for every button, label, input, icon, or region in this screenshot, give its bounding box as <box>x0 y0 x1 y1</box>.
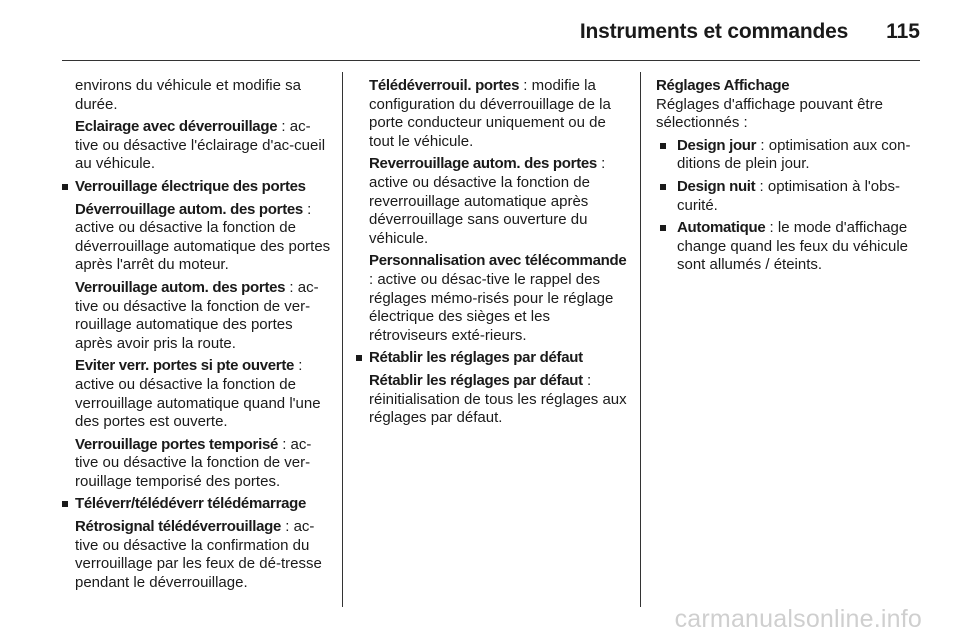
column-divider-2 <box>640 72 641 607</box>
bullet-square-icon <box>356 355 362 361</box>
bullet-square-icon <box>62 184 68 190</box>
bullet-heading-text: Téléverr/télédéverr télédémarrage <box>75 495 307 513</box>
paragraph <box>62 118 332 174</box>
setting-name: Verrouillage autom. des portes <box>75 278 286 296</box>
setting-name: Reverrouillage autom. des portes <box>369 155 597 173</box>
list-item <box>660 178 926 215</box>
setting-name: Automatique <box>677 219 766 237</box>
setting-description: : active ou désactive la fonction de déverrouillage automatique des portes après l'arrêt du moteur. <box>75 200 331 274</box>
column-divider-1 <box>342 72 343 607</box>
setting-description: : optimisation aux con-ditions de plein jour. <box>677 136 911 173</box>
bullet-heading-text: Rétablir les réglages par défaut <box>369 349 583 367</box>
setting-description: : ac-tive ou désactive la fonction de ver-rouillage temporisé des portes. <box>75 435 312 490</box>
paragraph <box>62 518 332 592</box>
setting-description: : active ou désac-tive le rappel des réglages mémo-risés pour le réglage électrique des sièges et les rétroviseurs exté-rieurs. <box>369 270 614 344</box>
setting-description: : modifie la configuration du déverrouillage de la porte conducteur uniquement ou de tout le véhicule. <box>369 77 611 150</box>
page-number: 115 <box>886 20 920 43</box>
setting-name: Déverrouillage autom. des portes <box>75 200 303 218</box>
column-2 <box>356 77 628 432</box>
setting-name: Design nuit <box>677 177 756 195</box>
setting-description: : ac-tive ou désactive la fonction de ver-rouillage automatique des portes après avoir pris la route. <box>75 278 319 352</box>
paragraph <box>356 372 628 428</box>
bullet-square-icon <box>660 184 666 190</box>
setting-description: : active ou désactive la fonction de verrouillage automatique quand l'une des portes est ouverte. <box>75 357 321 431</box>
header-rule <box>62 60 920 61</box>
paragraph <box>62 357 332 431</box>
bullet-square-icon <box>660 225 666 231</box>
setting-name: Verrouillage portes temporisé <box>75 435 279 453</box>
setting-name: Design jour <box>677 136 757 154</box>
page-title: Instruments et commandes <box>579 20 849 43</box>
setting-description: : ac-tive ou désactive la confirmation du verrouillage par les feux de dé-tresse pendant le déverrouillage. <box>75 518 322 591</box>
bullet-heading <box>62 178 332 197</box>
setting-name: Eclairage avec déverrouillage <box>75 118 278 136</box>
setting-description: : réinitialisation de tous les réglages aux réglages par défaut. <box>369 371 627 427</box>
bullet-heading <box>62 495 332 514</box>
section-heading-text: Réglages Affichage <box>656 77 790 94</box>
setting-name: Eviter verr. portes si pte ouverte <box>75 357 295 375</box>
setting-description: : le mode d'affichage change quand les feux du véhicule sont allumés / éteints. <box>677 219 909 274</box>
paragraph <box>356 252 628 345</box>
setting-name: Rétablir les réglages par défaut <box>369 371 583 389</box>
paragraph <box>356 77 628 151</box>
paragraph <box>62 436 332 492</box>
list-item <box>660 137 926 174</box>
setting-name: Rétrosignal télédéverrouillage <box>75 518 282 536</box>
column-3 <box>656 77 926 279</box>
watermark: carmanualsonline.info <box>674 605 922 633</box>
bullet-square-icon <box>62 501 68 507</box>
paragraph <box>62 279 332 353</box>
column-1 <box>62 77 332 596</box>
setting-description: : ac-tive ou désactive l'éclairage d'ac-cueil au véhicule. <box>75 118 326 173</box>
paragraph: environs du véhicule et modifie sa durée. <box>75 77 301 113</box>
bullet-heading-text: Verrouillage électrique des portes <box>75 177 306 195</box>
section-heading <box>656 77 926 96</box>
page-header <box>0 14 920 50</box>
setting-name: Télédéverrouil. portes <box>369 77 520 94</box>
bullet-heading <box>356 349 628 368</box>
paragraph: Réglages d'affichage pouvant être sélectionnés : <box>656 95 883 132</box>
bullet-square-icon <box>660 143 666 149</box>
list-item <box>660 219 926 275</box>
setting-name: Personnalisation avec télécommande <box>369 252 627 270</box>
setting-description: : active ou désactive la fonction de reverrouillage automatique après déverrouillage sans ouverture du véhicule. <box>369 155 606 247</box>
setting-description: : optimisation à l'obs-curité. <box>677 177 900 214</box>
paragraph <box>356 155 628 248</box>
paragraph <box>62 201 332 275</box>
